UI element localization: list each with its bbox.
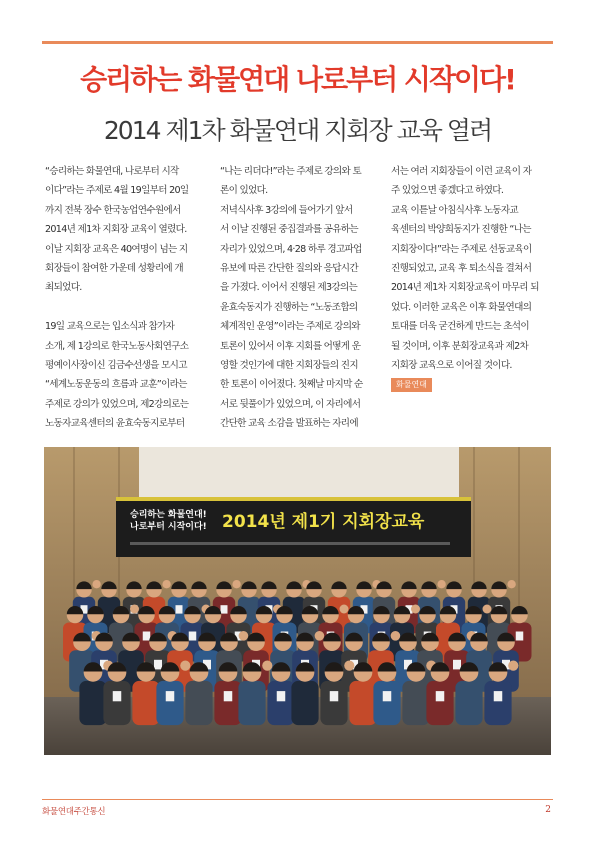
article-line: 간단한 교육 소감을 발표하는 자리에 xyxy=(220,418,358,430)
participant-body xyxy=(214,681,241,725)
article-line: 이날 지회장 교육은 40여명이 넘는 지 xyxy=(45,243,188,255)
participant-body xyxy=(291,681,318,725)
name-badge xyxy=(224,691,233,701)
banner-slogan-2: 나로부터 시작이다! xyxy=(130,522,207,532)
name-badge xyxy=(383,691,392,701)
banner-title: 2014년 제1기 지회장교육 xyxy=(222,512,425,532)
raised-fist xyxy=(437,580,445,588)
name-badge xyxy=(277,691,286,701)
participant-body xyxy=(267,681,294,725)
article-column-3 xyxy=(391,162,543,395)
raised-fist xyxy=(232,580,240,588)
article-line: 소개, 제 1강의로 한국노동사회연구소 xyxy=(45,340,189,352)
article-line: 토론이 있어서 이후 지회를 어떻게 운 xyxy=(220,340,361,352)
article-line: 주 있었으면 좋겠다고 하였다. xyxy=(391,185,504,197)
raised-fist xyxy=(162,580,170,588)
article-line: 영할 것인가에 대한 지회장들의 진지 xyxy=(220,359,358,371)
page-number: 2 xyxy=(545,805,551,815)
name-badge xyxy=(436,691,445,701)
participant-body xyxy=(103,681,130,725)
article-line: 토대를 더욱 굳건하게 만드는 초석이 xyxy=(391,321,529,333)
participant-body xyxy=(349,681,376,725)
paragraph-gap xyxy=(45,298,197,317)
raised-fist xyxy=(508,661,518,671)
article-line: 주제로 강의가 있었으며, 제2강의로는 xyxy=(45,398,189,410)
name-badge xyxy=(143,632,151,641)
article-line: 론이 있었다. xyxy=(220,185,268,197)
article-line: 서로 뒷풀이가 있었으며, 이 자리에서 xyxy=(220,398,361,410)
raised-fist xyxy=(262,661,272,671)
subheadline: 2014 제1차 화물연대 지회장 교육 열려 xyxy=(103,116,492,145)
footer-publication: 화물연대주간통신 xyxy=(42,807,106,817)
name-badge xyxy=(453,660,461,670)
participant-body xyxy=(79,681,106,725)
article-line: 19일 교육으로는 입소식과 참가자 xyxy=(45,321,175,333)
article-column-2 xyxy=(220,162,372,433)
article-line: 2014년 제1차 지회장 교육이 열렸다. xyxy=(45,224,187,236)
participant-body xyxy=(156,681,183,725)
banner-slogan-1: 승리하는 화물연대! xyxy=(130,510,207,520)
article-column-1 xyxy=(45,162,197,433)
name-badge xyxy=(189,632,197,641)
article-line: 서 이날 진행된 중집결과를 공유하는 xyxy=(220,224,358,236)
article-line: 노동자교육센터의 윤효숙동지로부터 xyxy=(45,418,185,430)
raised-fist xyxy=(344,661,354,671)
raised-fist xyxy=(239,631,249,641)
article-line: “나는 리더다!”라는 주제로 강의와 토 xyxy=(220,166,362,177)
raised-fist xyxy=(180,661,190,671)
raised-fist xyxy=(391,631,401,641)
name-badge xyxy=(516,632,524,641)
article-line: 육센터의 박양희동지가 진행한 “나는 xyxy=(391,224,531,236)
name-badge xyxy=(176,605,183,613)
article-line: 진행되었고, 교육 후 퇴소식을 결쳐서 xyxy=(391,262,532,274)
article-line: 서는 여러 지회장들이 이런 교육이 자 xyxy=(391,166,532,177)
name-badge xyxy=(494,691,503,701)
article-line: “승리하는 화물연대, 나로부터 시작 xyxy=(45,166,179,177)
author-signature: 화물연대 xyxy=(391,378,432,392)
participant-body xyxy=(238,681,265,725)
name-badge xyxy=(154,660,162,670)
article-line: 평예이사장이신 김금수선생을 모시고 xyxy=(45,359,187,371)
raised-fist xyxy=(92,580,100,588)
headline: 승리하는 화물연대 나로부터 시작이다! xyxy=(80,63,515,96)
group-photo-illustration xyxy=(44,447,551,755)
article-line: 지회장이다!”라는 주제로 선동교육이 xyxy=(391,243,532,255)
raised-fist xyxy=(315,631,325,641)
article-line: 교육 이튿날 아침식사후 노동자교 xyxy=(391,204,518,216)
participants-group xyxy=(63,580,532,725)
top-rule xyxy=(42,41,553,44)
raised-fist xyxy=(483,605,492,614)
article-line: 지회장 교육으로 이어질 것이다. xyxy=(391,359,512,371)
raised-fist xyxy=(411,605,420,614)
participant-body xyxy=(455,681,482,725)
article-line: 자리가 있었으며, 4·28 하루 경고파업 xyxy=(220,243,362,255)
participant-body xyxy=(132,681,159,725)
participant-body xyxy=(320,681,347,725)
raised-fist xyxy=(130,605,139,614)
participant-body xyxy=(185,681,212,725)
participant-body xyxy=(402,681,429,725)
article-line: 었다. 이러한 교육은 이후 화물연대의 xyxy=(391,301,532,313)
article-line: 윤효숙동지가 진행하는 “노동조합의 xyxy=(220,301,358,313)
raised-fist xyxy=(507,580,515,588)
group-photo xyxy=(44,447,551,755)
article-line: 유보에 따른 간단한 질의와 응답시간 xyxy=(220,262,358,274)
raised-fist xyxy=(340,605,349,614)
article-line: 저녁식사후 3강의에 들어가기 앞서 xyxy=(220,204,353,216)
article-line: 체계적인 운영”이라는 주제로 강의와 xyxy=(220,321,360,333)
participant-body xyxy=(426,681,453,725)
article-line: 까지 전북 장수 한국농업연수원에서 xyxy=(45,204,181,216)
name-badge xyxy=(166,691,175,701)
name-badge xyxy=(113,691,122,701)
article-line: “세계노동운동의 흐름과 교훈”이라는 xyxy=(45,379,187,391)
article-line: 을 가졌다. 이어서 진행된 제3강의는 xyxy=(220,282,358,294)
participant-body xyxy=(373,681,400,725)
name-badge xyxy=(221,605,228,613)
bottom-rule xyxy=(42,799,553,800)
participant-body xyxy=(484,681,511,725)
article-line: 2014년 제1차 지회장교육이 마무리 되 xyxy=(391,282,539,294)
article-line: 한 토론이 이어졌다. 첫째날 마지막 순 xyxy=(220,379,363,391)
article-line: 최되었다. xyxy=(45,282,82,294)
article-line: 회장들이 참여한 가운데 성황리에 개 xyxy=(45,262,183,274)
article-line: 될 것이며, 이후 분회장교육과 제2차 xyxy=(391,340,529,352)
article-line: 이다”라는 주제로 4월 19일부터 20일 xyxy=(45,185,189,197)
name-badge xyxy=(330,691,339,701)
